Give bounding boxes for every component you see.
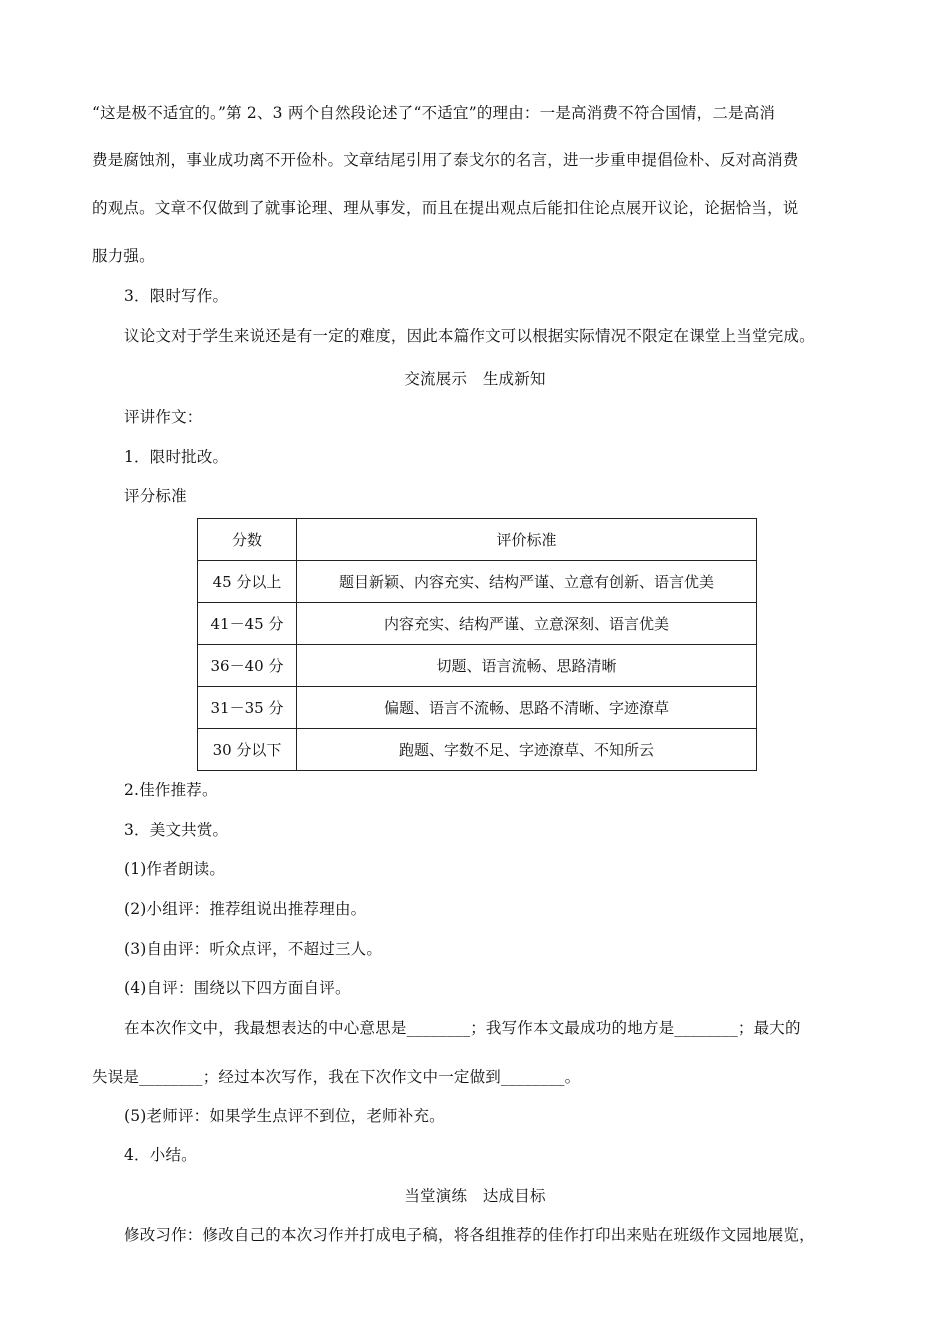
sub-item-4: (4)自评：围绕以下四方面自评。 [124, 979, 351, 997]
table-cell: 41－45 分 [198, 603, 297, 645]
table-cell: 偏题、语言不流畅、思路不清晰、字迹潦草 [297, 687, 757, 729]
sub-item-1: (1)作者朗读。 [124, 860, 226, 878]
step4: 4．小结。 [124, 1146, 197, 1164]
paragraph-line: “这是极不适宜的。”第 2、3 两个自然段论述了“不适宜”的理由：一是高消费不符合国情，二是高消 [92, 104, 776, 122]
step1: 1．限时批改。 [124, 448, 229, 466]
table-header-cell: 评价标准 [297, 519, 757, 561]
step3: 3．美文共赏。 [124, 821, 229, 839]
table-cell: 题目新颖、内容充实、结构严谨、立意有创新、语言优美 [297, 561, 757, 603]
table-cell: 45 分以上 [198, 561, 297, 603]
paragraph-line: 服力强。 [92, 247, 155, 265]
criteria-title: 评分标准 [124, 487, 187, 505]
review-title: 评讲作文： [124, 408, 203, 426]
final-text: 修改习作：修改自己的本次习作并打成电子稿，将各组推荐的佳作打印出来贴在班级作文园地展览， [124, 1226, 815, 1244]
item3-text: 议论文对于学生来说还是有一定的难度，因此本篇作文可以根据实际情况不限定在课堂上当堂完成。 [124, 327, 815, 345]
table-cell: 30 分以下 [198, 729, 297, 771]
table-cell: 跑题、字数不足、字迹潦草、不知所云 [297, 729, 757, 771]
table-row [198, 561, 757, 603]
self-eval-line: 失误是________；经过本次写作，我在下次作文中一定做到________。 [92, 1068, 581, 1086]
table-row [198, 603, 757, 645]
self-eval-line: 在本次作文中，我最想表达的中心意思是________；我写作本文最成功的地方是________；最大的 [124, 1019, 801, 1037]
table-cell: 内容充实、结构严谨、立意深刻、语言优美 [297, 603, 757, 645]
step2: 2.佳作推荐。 [124, 781, 218, 799]
sub-item-5: (5)老师评：如果学生点评不到位，老师补充。 [124, 1107, 445, 1125]
table-cell: 36－40 分 [198, 645, 297, 687]
scoring-table [197, 518, 757, 771]
section-title-practice: 当堂演练 达成目标 [404, 1187, 546, 1205]
table-row [198, 645, 757, 687]
table-header-cell: 分数 [198, 519, 297, 561]
table-header-row [198, 519, 757, 561]
table-cell: 切题、语言流畅、思路清晰 [297, 645, 757, 687]
table-row [198, 729, 757, 771]
paragraph-line: 的观点。文章不仅做到了就事论理、理从事发，而且在提出观点后能扣住论点展开议论，论据恰当，说 [92, 199, 799, 217]
section-title-exchange: 交流展示 生成新知 [404, 370, 546, 388]
sub-item-3: (3)自由评：听众点评，不超过三人。 [124, 940, 383, 958]
paragraph-line: 费是腐蚀剂，事业成功离不开俭朴。文章结尾引用了泰戈尔的名言，进一步重申提倡俭朴、反对高消费 [92, 151, 799, 169]
table-row [198, 687, 757, 729]
item3-title: 3．限时写作。 [124, 287, 229, 305]
sub-item-2: (2)小组评：推荐组说出推荐理由。 [124, 900, 367, 918]
table-cell: 31－35 分 [198, 687, 297, 729]
